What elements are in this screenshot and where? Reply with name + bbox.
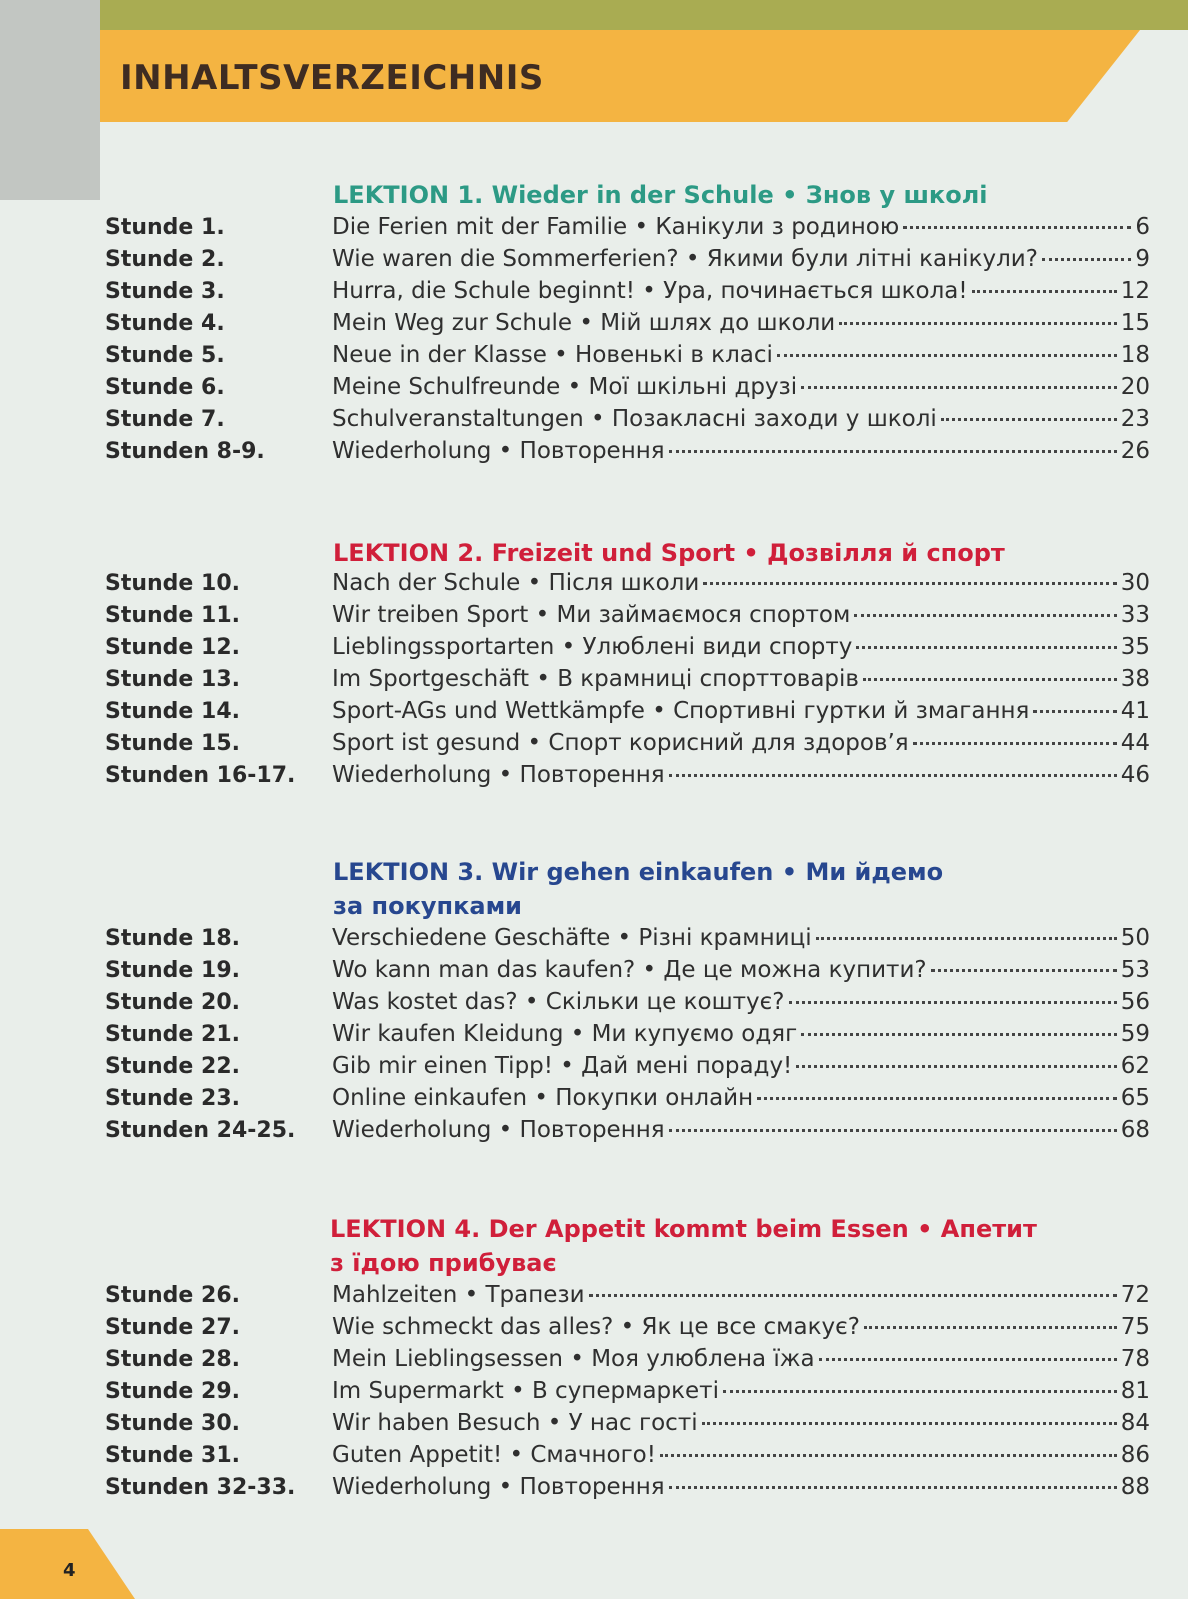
dot-leader bbox=[1033, 710, 1116, 713]
entry-title: Verschiedene Geschäfte • Різні крамниці bbox=[332, 925, 812, 951]
page-ref: 68 bbox=[1120, 1117, 1150, 1143]
entry bbox=[332, 762, 1150, 788]
lektion-heading-line: за покупками bbox=[333, 892, 522, 920]
toc-row[interactable] bbox=[105, 1346, 1150, 1378]
page-ref: 15 bbox=[1120, 310, 1150, 336]
dot-leader bbox=[669, 774, 1117, 777]
stunde-label: Stunde 13. bbox=[105, 667, 240, 692]
stunde-label: Stunde 2. bbox=[105, 247, 225, 272]
lektion-1-heading bbox=[333, 178, 988, 212]
entry bbox=[332, 634, 1150, 660]
page-ref: 26 bbox=[1120, 438, 1150, 464]
entry-title: Sport ist gesund • Спорт корисний для здоров’я bbox=[332, 730, 909, 756]
page-ref: 86 bbox=[1120, 1442, 1150, 1468]
entry-title: Neue in der Klasse • Новенькі в класі bbox=[332, 342, 773, 368]
dot-leader bbox=[660, 1454, 1117, 1457]
lektion-heading-line: LEKTION 1. Wieder in der Schule • Знов у школі bbox=[333, 181, 988, 209]
page-ref: 75 bbox=[1120, 1314, 1150, 1340]
lektion-heading-line: LEKTION 3. Wir gehen einkaufen • Ми йдемо bbox=[333, 858, 944, 886]
stunde-label: Stunden 32-33. bbox=[105, 1475, 296, 1500]
entry bbox=[332, 1314, 1150, 1340]
lektion-heading-line: LEKTION 4. Der Appetit kommt beim Essen • Апетит bbox=[330, 1215, 1037, 1243]
page-ref: 65 bbox=[1120, 1085, 1150, 1111]
page-ref: 46 bbox=[1120, 762, 1150, 788]
entry bbox=[332, 602, 1150, 628]
entry-title: Mahlzeiten • Трапези bbox=[332, 1282, 585, 1308]
toc-row[interactable] bbox=[105, 1117, 1150, 1149]
page-ref: 84 bbox=[1120, 1410, 1150, 1436]
stunde-label: Stunde 29. bbox=[105, 1379, 240, 1404]
toc-row[interactable] bbox=[105, 1442, 1150, 1474]
stunde-label: Stunde 20. bbox=[105, 990, 240, 1015]
toc-row[interactable] bbox=[105, 214, 1150, 246]
entry-title: Wiederholung • Повторення bbox=[332, 438, 665, 464]
stunde-label: Stunde 27. bbox=[105, 1315, 240, 1340]
dot-leader bbox=[669, 1129, 1117, 1132]
entry bbox=[332, 570, 1150, 596]
page-ref: 18 bbox=[1120, 342, 1150, 368]
dot-leader bbox=[931, 969, 1117, 972]
toc-row[interactable] bbox=[105, 925, 1150, 957]
toc-row[interactable] bbox=[105, 730, 1150, 762]
dot-leader bbox=[669, 1486, 1117, 1489]
toc-row[interactable] bbox=[105, 989, 1150, 1021]
toc-row[interactable] bbox=[105, 1021, 1150, 1053]
page-ref: 20 bbox=[1120, 374, 1150, 400]
toc-row[interactable] bbox=[105, 1282, 1150, 1314]
entry bbox=[332, 342, 1150, 368]
toc-row[interactable] bbox=[105, 246, 1150, 278]
page-ref: 78 bbox=[1120, 1346, 1150, 1372]
entry-title: Schulveranstaltungen • Позакласні заходи у школі bbox=[332, 406, 937, 432]
dot-leader bbox=[703, 582, 1116, 585]
entry bbox=[332, 1053, 1150, 1079]
stunde-label: Stunde 5. bbox=[105, 343, 225, 368]
entry-title: Die Ferien mit der Familie • Канікули з родиною bbox=[332, 214, 900, 240]
dot-leader bbox=[789, 1001, 1117, 1004]
toc-row[interactable] bbox=[105, 342, 1150, 374]
page-ref: 59 bbox=[1120, 1021, 1150, 1047]
dot-leader bbox=[801, 1033, 1117, 1036]
page-ref: 23 bbox=[1120, 406, 1150, 432]
page-ref: 6 bbox=[1135, 214, 1150, 240]
dot-leader bbox=[864, 1326, 1117, 1329]
entry bbox=[332, 438, 1150, 464]
entry-title: Lieblingssportarten • Улюблені види спорту bbox=[332, 634, 853, 660]
entry-title: Wiederholung • Повторення bbox=[332, 762, 665, 788]
toc-row[interactable] bbox=[105, 374, 1150, 406]
toc-row[interactable] bbox=[105, 1314, 1150, 1346]
page-ref: 33 bbox=[1120, 602, 1150, 628]
entry-title: Nach der Schule • Після школи bbox=[332, 570, 700, 596]
entry bbox=[332, 730, 1150, 756]
page-number: 4 bbox=[63, 1560, 76, 1581]
stunde-label: Stunde 19. bbox=[105, 958, 240, 983]
toc-row[interactable] bbox=[105, 1378, 1150, 1410]
dot-leader bbox=[856, 646, 1116, 649]
page-ref: 9 bbox=[1135, 246, 1150, 272]
page-ref: 62 bbox=[1120, 1053, 1150, 1079]
dot-leader bbox=[941, 418, 1117, 421]
dot-leader bbox=[863, 678, 1117, 681]
entry-title: Guten Appetit! • Смачного! bbox=[332, 1442, 656, 1468]
toc-row[interactable] bbox=[105, 406, 1150, 438]
page-ref: 50 bbox=[1120, 925, 1150, 951]
dot-leader bbox=[1042, 258, 1131, 261]
entry bbox=[332, 1474, 1150, 1500]
stunde-label: Stunde 22. bbox=[105, 1054, 240, 1079]
entry bbox=[332, 1021, 1150, 1047]
entry-title: Im Supermarkt • В супермаркеті bbox=[332, 1378, 719, 1404]
entry bbox=[332, 957, 1150, 983]
entry bbox=[332, 406, 1150, 432]
stunde-label: Stunden 24-25. bbox=[105, 1118, 296, 1143]
page-ref: 81 bbox=[1120, 1378, 1150, 1404]
toc-row[interactable] bbox=[105, 310, 1150, 342]
entry bbox=[332, 1346, 1150, 1372]
page-ref: 88 bbox=[1120, 1474, 1150, 1500]
entry bbox=[332, 1410, 1150, 1436]
dot-leader bbox=[854, 614, 1116, 617]
dot-leader bbox=[757, 1097, 1117, 1100]
entry-title: Online einkaufen • Покупки онлайн bbox=[332, 1085, 754, 1111]
page-ref: 44 bbox=[1120, 730, 1150, 756]
entry bbox=[332, 374, 1150, 400]
stunde-label: Stunde 18. bbox=[105, 926, 240, 951]
entry-title: Wir haben Besuch • У нас гості bbox=[332, 1410, 698, 1436]
stunde-label: Stunde 3. bbox=[105, 279, 225, 304]
entry bbox=[332, 1117, 1150, 1143]
entry-title: Wir treiben Sport • Ми займаємося спортом bbox=[332, 602, 851, 628]
toc-row[interactable] bbox=[105, 1053, 1150, 1085]
page-ref: 53 bbox=[1120, 957, 1150, 983]
entry-title: Gib mir einen Tipp! • Дай мені пораду! bbox=[332, 1053, 793, 1079]
toc-row[interactable] bbox=[105, 762, 1150, 794]
lektion-3-heading bbox=[333, 855, 943, 923]
lektion-4-heading bbox=[330, 1212, 1037, 1280]
stunde-label: Stunde 6. bbox=[105, 375, 225, 400]
stunde-label: Stunde 21. bbox=[105, 1022, 240, 1047]
entry-title: Meine Schulfreunde • Мої шкільні друзі bbox=[332, 374, 798, 400]
stunde-label: Stunde 26. bbox=[105, 1283, 240, 1308]
dot-leader bbox=[777, 354, 1117, 357]
dot-leader bbox=[702, 1422, 1117, 1425]
page-ref: 35 bbox=[1120, 634, 1150, 660]
entry bbox=[332, 214, 1150, 240]
stunde-label: Stunde 15. bbox=[105, 731, 240, 756]
entry-title: Sport-AGs und Wettkämpfe • Спортивні гуртки й змагання bbox=[332, 698, 1030, 724]
stunde-label: Stunde 14. bbox=[105, 699, 240, 724]
entry bbox=[332, 989, 1150, 1015]
entry bbox=[332, 1378, 1150, 1404]
lektion-heading-line: LEKTION 2. Freizeit und Sport • Дозвілля й спорт bbox=[333, 539, 1005, 567]
dot-leader bbox=[796, 1065, 1116, 1068]
page-ref: 56 bbox=[1120, 989, 1150, 1015]
entry bbox=[332, 925, 1150, 951]
toc-row[interactable] bbox=[105, 1085, 1150, 1117]
entry bbox=[332, 278, 1150, 304]
dot-leader bbox=[669, 450, 1117, 453]
entry-title: Wiederholung • Повторення bbox=[332, 1474, 665, 1500]
entry-title: Im Sportgeschäft • В крамниці спорттоварів bbox=[332, 666, 859, 692]
toc-row[interactable] bbox=[105, 602, 1150, 634]
stunde-label: Stunde 30. bbox=[105, 1411, 240, 1436]
entry-title: Hurra, die Schule beginnt! • Ура, починається школа! bbox=[332, 278, 968, 304]
stunde-label: Stunde 4. bbox=[105, 311, 225, 336]
stunde-label: Stunde 12. bbox=[105, 635, 240, 660]
entry-title: Was kostet das? • Скільки це коштує? bbox=[332, 989, 785, 1015]
lektion-heading-line: з їдою прибуває bbox=[330, 1249, 557, 1277]
toc-row[interactable] bbox=[105, 634, 1150, 666]
entry bbox=[332, 310, 1150, 336]
page-ref: 30 bbox=[1120, 570, 1150, 596]
dot-leader bbox=[589, 1294, 1117, 1297]
entry-title: Mein Weg zur Schule • Мій шлях до школи bbox=[332, 310, 836, 336]
toc-row[interactable] bbox=[105, 1474, 1150, 1506]
toc-row[interactable] bbox=[105, 570, 1150, 602]
page-ref: 38 bbox=[1120, 666, 1150, 692]
entry bbox=[332, 1282, 1150, 1308]
page-ref: 41 bbox=[1120, 698, 1150, 724]
dot-leader bbox=[913, 742, 1117, 745]
dot-leader bbox=[972, 290, 1117, 293]
page-ref: 72 bbox=[1120, 1282, 1150, 1308]
stunde-label: Stunde 1. bbox=[105, 215, 225, 240]
toc-row[interactable] bbox=[105, 957, 1150, 989]
entry-title: Wie waren die Sommerferien? • Якими були літні канікули? bbox=[332, 246, 1038, 272]
entry-title: Wo kann man das kaufen? • Де це можна купити? bbox=[332, 957, 927, 983]
dot-leader bbox=[819, 1358, 1117, 1361]
entry bbox=[332, 666, 1150, 692]
page-ref: 12 bbox=[1120, 278, 1150, 304]
stunde-label: Stunde 28. bbox=[105, 1347, 240, 1372]
entry bbox=[332, 1085, 1150, 1111]
stunde-label: Stunde 10. bbox=[105, 571, 240, 596]
lektion-2-heading bbox=[333, 536, 1005, 570]
entry-title: Mein Lieblingsessen • Моя улюблена їжа bbox=[332, 1346, 815, 1372]
entry-title: Wiederholung • Повторення bbox=[332, 1117, 665, 1143]
stunde-label: Stunde 23. bbox=[105, 1086, 240, 1111]
dot-leader bbox=[723, 1390, 1117, 1393]
toc-row[interactable] bbox=[105, 438, 1150, 470]
entry bbox=[332, 246, 1150, 272]
stunde-label: Stunde 31. bbox=[105, 1443, 240, 1468]
entry bbox=[332, 698, 1150, 724]
entry-title: Wie schmeckt das alles? • Як це все смакує? bbox=[332, 1314, 860, 1340]
stunde-label: Stunden 8-9. bbox=[105, 439, 265, 464]
entry bbox=[332, 1442, 1150, 1468]
toc-row[interactable] bbox=[105, 698, 1150, 730]
entry-title: Wir kaufen Kleidung • Ми купуємо одяг bbox=[332, 1021, 798, 1047]
toc-row[interactable] bbox=[105, 1410, 1150, 1442]
left-decor-band bbox=[0, 0, 100, 200]
dot-leader bbox=[816, 937, 1117, 940]
stunde-label: Stunde 7. bbox=[105, 407, 225, 432]
toc-row[interactable] bbox=[105, 666, 1150, 698]
toc-row[interactable] bbox=[105, 278, 1150, 310]
stunde-label: Stunde 11. bbox=[105, 603, 240, 628]
stunde-label: Stunden 16-17. bbox=[105, 763, 296, 788]
top-decor-band bbox=[0, 0, 1188, 30]
dot-leader bbox=[903, 226, 1131, 229]
dot-leader bbox=[801, 386, 1117, 389]
page-title: INHALTSVERZEICHNIS bbox=[120, 58, 544, 98]
dot-leader bbox=[839, 322, 1117, 325]
